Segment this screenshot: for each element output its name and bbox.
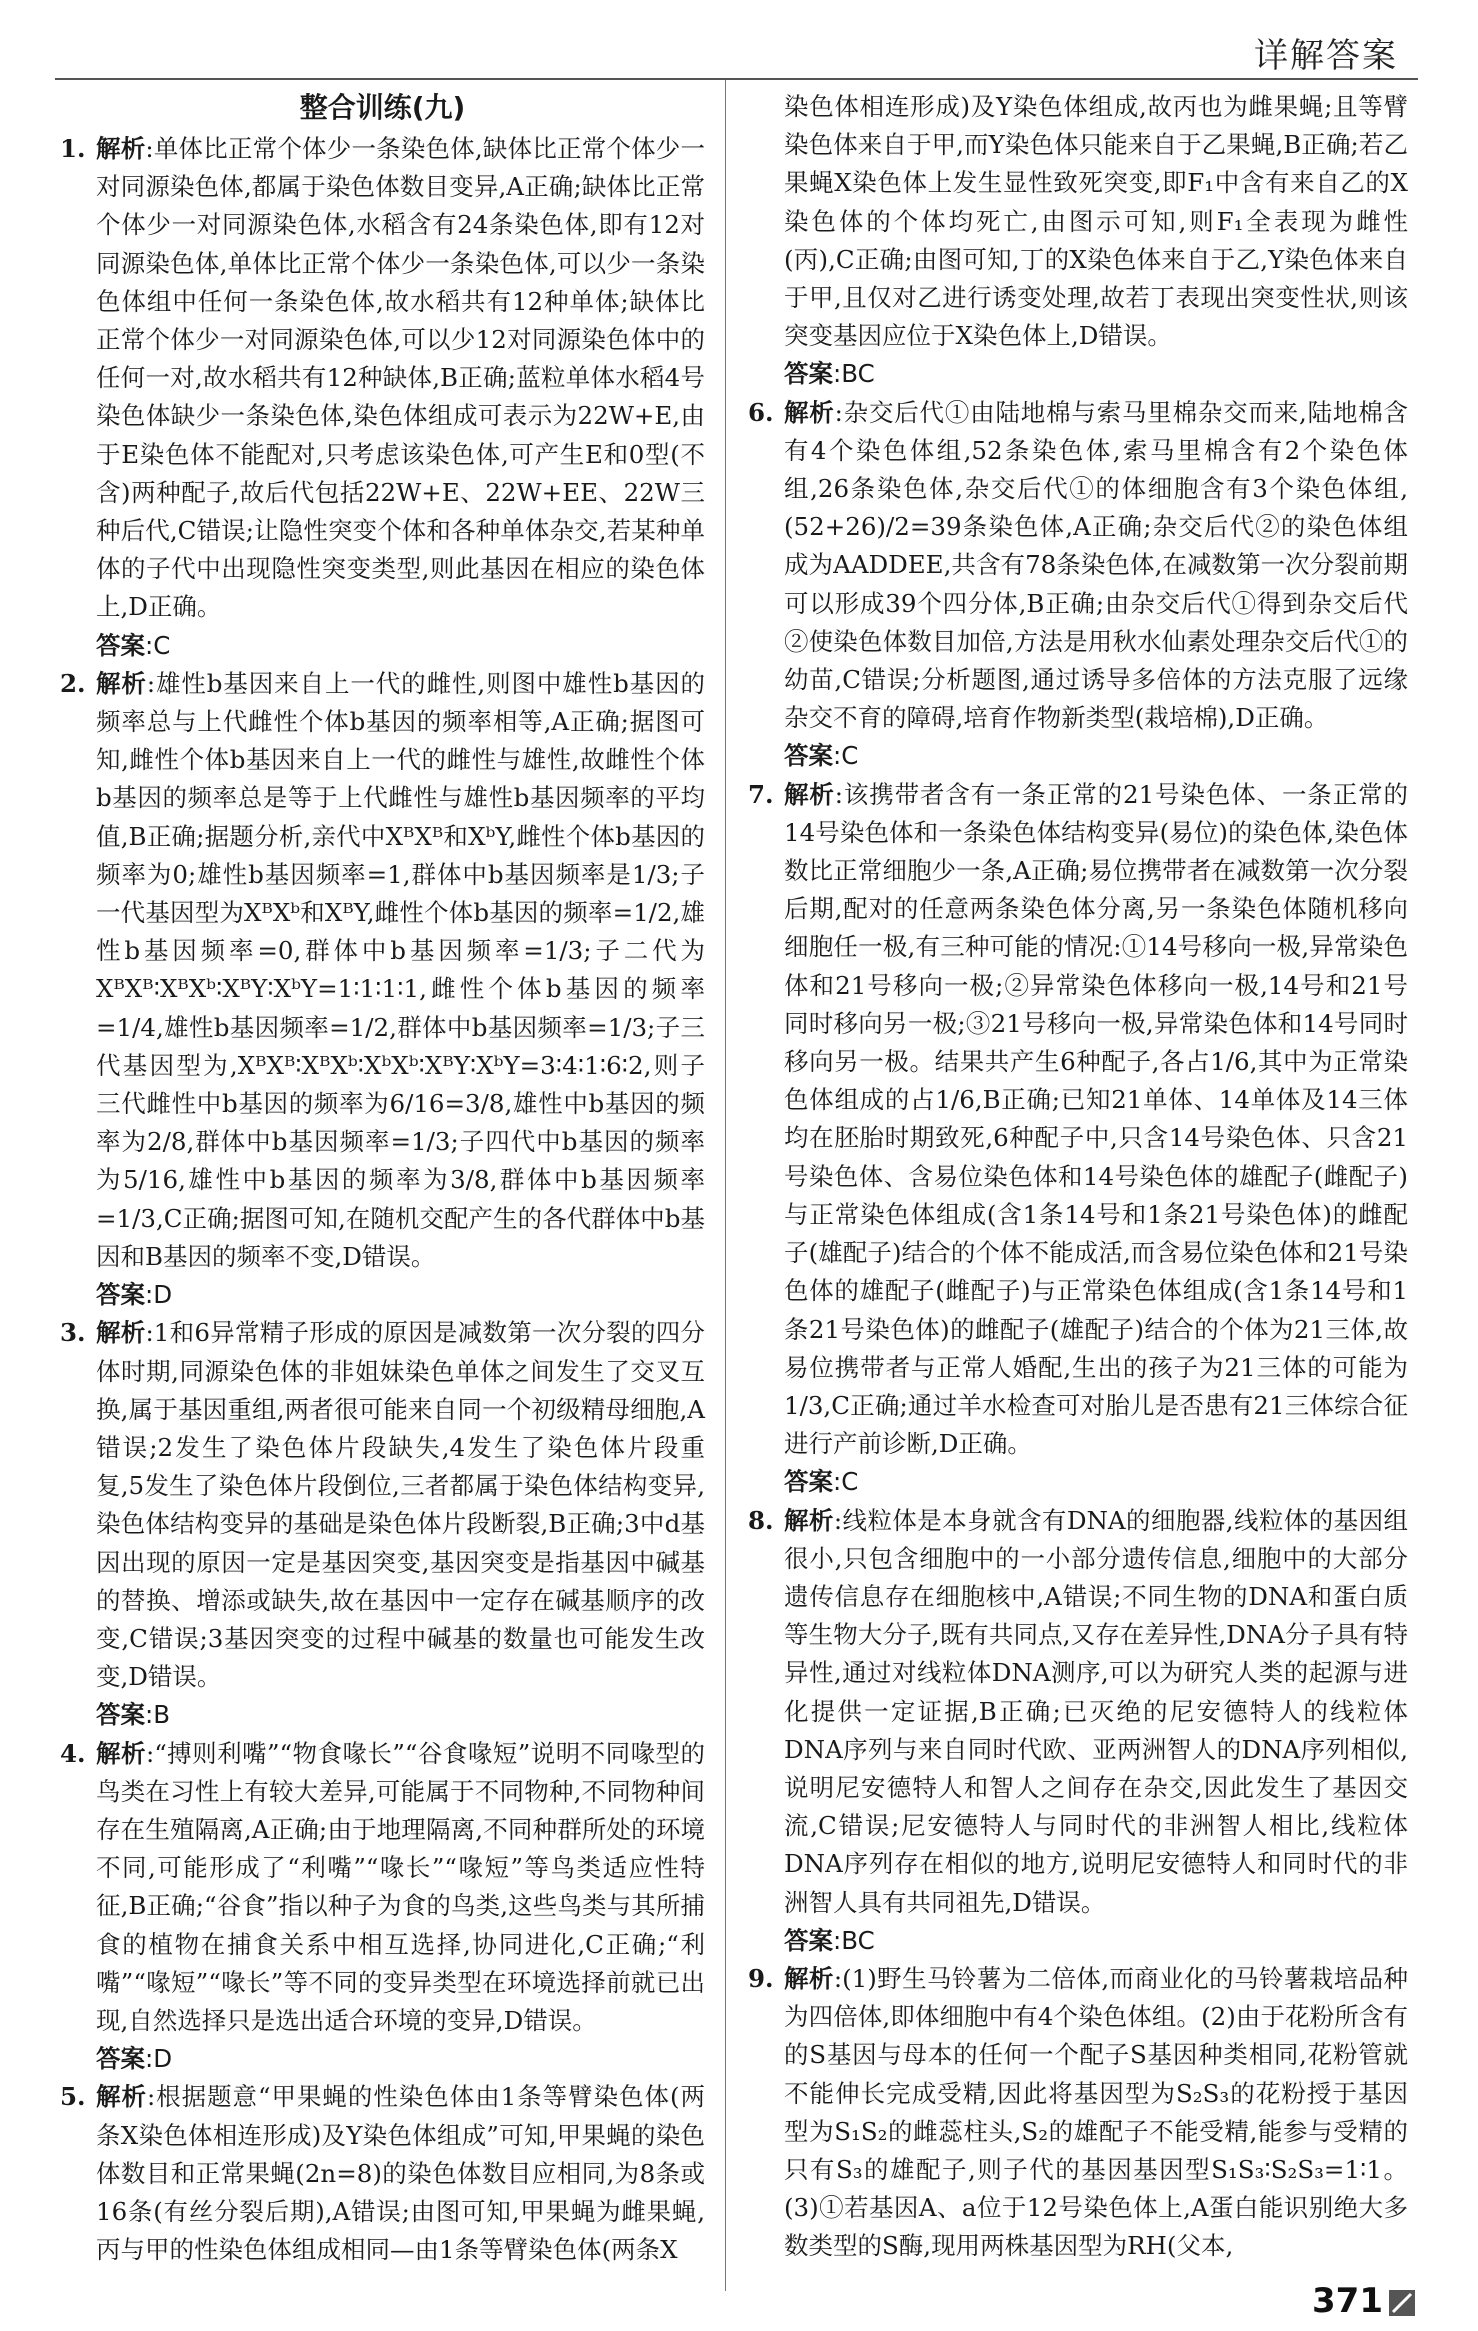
answer-value: :C [145, 630, 171, 660]
answer-label: 答案 [784, 359, 833, 389]
question-8 [748, 1502, 1408, 1922]
question-9 [748, 1960, 1408, 2266]
analysis-text: :根据题意“甲果蝇的性染色体由1条等臂染色体(两条X染色体相连形成)及Y染色体组成”可知,甲果蝇的染色体数目和正常果蝇(2n=8)的染色体数目应相同,为8条或16条(有丝分裂后期),A错误;由图可知,甲果蝇为雌果蝇,丙与甲的性染色体组成相同—由1条等臂染色体(两条X [96, 2082, 705, 2265]
answer-3 [60, 1696, 705, 1734]
answer-label: 答案 [784, 741, 833, 771]
analysis-label: 解析 [96, 134, 146, 163]
answer-label: 答案 [96, 1700, 145, 1730]
analysis-label: 解析 [96, 2082, 147, 2112]
analysis-text: :该携带者含有一条正常的21号染色体、一条正常的14号染色体和一条染色体结构变异(易位)的染色体,染色体数比正常细胞少一条,A正确;易位携带者在减数第一次分裂后期,配对的任意两条染色体分离,另一条染色体随机移向细胞任一极,有三种可能的情况:①14号移向一极,异常染色体和21号移向一极;②异常染色体移向一极,14号和21号同时移向另一极;③21号移向一极,异常染色体和14号同时移向另一极。结果共产生6种配子,各占1/6,其中为正常染色体组成的占1/6,B正确;已知21单体、14单体及14三体均在胚胎时期致死,6种配子中,只含14号染色体、只含21号染色体、含易位染色体和14号染色体的雄配子(雌配子)与正常染色体组成(含1条14号和1条21号染色体)的雌配子(雄配子)结合的个体不能成活,而含易位染色体和21号染色体的雄配子(雌配子)与正常染色体组成(含1条14号和1条21号染色体)的雌配子(雄配子)结合的个体为21三体,故易位携带者与正常人婚配,生出的孩子为21三体的可能为1/3,C正确;通过羊水检查可对胎儿是否患有21三体综合征进行产前诊断,D正确。 [784, 779, 1409, 1459]
page-corner-mark-icon [1388, 2289, 1416, 2317]
question-6 [748, 394, 1408, 738]
analysis-label: 解析 [96, 1738, 146, 1768]
analysis-label: 解析 [96, 1318, 146, 1348]
header-rule [55, 78, 1418, 80]
answer-value: :D [145, 2044, 173, 2074]
question-3 [60, 1314, 705, 1696]
question-number: 7. [748, 779, 774, 809]
answer-8 [748, 1922, 1408, 1960]
analysis-label: 解析 [784, 1505, 834, 1535]
analysis-text: :“搏则利嘴”“物食喙长”“谷食喙短”说明不同喙型的鸟类在习性上有较大差异,可能属于不同物种,不同物种间存在生殖隔离,A正确;由于地理隔离,不同种群所处的环境不同,可能形成了“利嘴”“喙长”“喙短”等鸟类适应性特征,B正确;“谷食”指以种子为食的鸟类,这些鸟类与其所捕食的植物在捕食关系中相互选择,协同进化,C正确;“利嘴”“喙短”“喙长”等不同的变异类型在环境选择前就已出现,自然选择只是选出适合环境的变异,D错误。 [96, 1738, 706, 2035]
analysis-text: :线粒体是本身就含有DNA的细胞器,线粒体的基因组很小,只包含细胞中的一小部分遗传信息,细胞中的大部分遗传信息存在细胞核中,A错误;不同生物的DNA和蛋白质等生物大分子,既有共同点,又存在差异性,DNA分子具有特异性,通过对线粒体DNA测序,可以为研究人类的起源与进化提供一定证据,B正确;已灭绝的尼安德特人的线粒体DNA序列与来自同时代欧、亚两洲智人的DNA序列相似,说明尼安德特人和智人之间存在杂交,因此发生了基因交流,C错误;尼安德特人与同时代的非洲智人相比,线粒体DNA序列存在相似的地方,说明尼安德特人和同时代的非洲智人具有共同祖先,D错误。 [784, 1505, 1408, 1917]
answer-2 [60, 1276, 705, 1314]
question-7 [748, 776, 1408, 1464]
answer-value: :C [833, 741, 859, 771]
question-number: 3. [60, 1318, 86, 1348]
analysis-text: :(1)野生马铃薯为二倍体,而商业化的马铃薯栽培品种为四倍体,即体细胞中有4个染色体组。(2)由于花粉所含有的S基因与母本的任何一个配子S基因种类相同,花粉管就不能伸长完成受精,因此将基因型为S₂S₃的花粉授于基因型为S₁S₂的雌蕊柱头,S₂的雄配子不能受精,能参与受精的只有S₃的雄配子,则子代的基因基因型S₁S₃∶S₂S₃=1∶1。(3)①若基因A、a位于12号染色体上,A蛋白能识别绝大多数类型的S酶,现用两株基因型为RH(父本, [784, 1963, 1408, 2261]
section-title: 整合训练(九) [299, 91, 466, 124]
page-number: 371 [1312, 2281, 1383, 2321]
question-number: 2. [60, 668, 86, 698]
answer-5 [748, 355, 1408, 393]
question-5-continued [748, 88, 1408, 355]
answer-label: 答案 [784, 1925, 833, 1955]
question-1 [60, 130, 705, 627]
answer-1 [60, 627, 705, 665]
question-number: 1. [60, 134, 86, 163]
analysis-text: :单体比正常个体少一条染色体,缺体比正常个体少一对同源染色体,都属于染色体数目变异,A正确;缺体比正常个体少一对同源染色体,水稻含有24条染色体,即有12对同源染色体,单体比正常个体少一条染色体,可以少一条染色体组中任何一条染色体,故水稻共有12种单体;缺体比正常个体少一对同源染色体,可以少12对同源染色体中的任何一对,故水稻共有12种缺体,B正确;蓝粒单体水稻4号染色体缺少一条染色体,染色体组成可表示为22W+E,由于E染色体不能配对,只考虑该染色体,可产生E和0型(不含)两种配子,故后代包括22W+E、22W+EE、22W三种后代,C错误;让隐性突变个体和各种单体杂交,若某种单体的子代中出现隐性突变类型,则此基因在相应的染色体上,D正确。 [96, 134, 706, 622]
answer-label: 答案 [96, 1280, 145, 1310]
analysis-label: 解析 [784, 779, 835, 809]
page-header-title: 详解答案 [1254, 36, 1398, 76]
answer-value: :B [145, 1700, 171, 1730]
analysis-label: 解析 [784, 1963, 834, 1993]
answer-label: 答案 [784, 1467, 833, 1497]
answer-label: 答案 [96, 630, 145, 660]
answer-value: :BC [833, 1925, 875, 1955]
analysis-text: :杂交后代①由陆地棉与索马里棉杂交而来,陆地棉含有4个染色体组,52条染色体,索马里棉含有2个染色体组,26条染色体,杂交后代①的体细胞含有3个染色体组,(52+26)/2=39条染色体,A正确;杂交后代②的染色体组成为AADDEE,共含有78条染色体,在减数第一次分裂前期可以形成39个四分体,B正确;由杂交后代①得到杂交后代②使染色体数目加倍,方法是用秋水仙素处理杂交后代①的幼苗,C错误;分析题图,通过诱导多倍体的方法克服了远缘杂交不育的障碍,培育作物新类型(栽培棉),D正确。 [784, 397, 1409, 733]
answer-label: 答案 [96, 2044, 145, 2074]
answer-value: :C [833, 1467, 859, 1497]
left-column [60, 88, 705, 2269]
question-4 [60, 1735, 705, 2041]
question-number: 5. [60, 2082, 86, 2112]
right-column [748, 88, 1408, 2266]
analysis-label: 解析 [96, 668, 147, 698]
question-2 [60, 665, 705, 1276]
question-number: 8. [748, 1505, 774, 1535]
question-number: 6. [748, 397, 774, 427]
answer-7 [748, 1463, 1408, 1501]
answer-value: :BC [833, 359, 875, 389]
question-5 [60, 2078, 705, 2269]
analysis-text: :1和6异常精子形成的原因是减数第一次分裂的四分体时期,同源染色体的非姐妹染色单体之间发生了交叉互换,属于基因重组,两者很可能来自同一个初级精母细胞,A错误;2发生了染色体片段缺失,4发生了染色体片段重复,5发生了染色体片段倒位,三者都属于染色体结构变异,染色体结构变异的基础是染色体片段断裂,B正确;3中d基因出现的原因一定是基因突变,基因突变是指基因中碱基的替换、增添或缺失,故在基因中一定存在碱基顺序的改变,C错误;3基因突变的过程中碱基的数量也可能发生改变,D错误。 [96, 1318, 706, 1692]
analysis-label: 解析 [784, 397, 835, 427]
question-number: 9. [748, 1963, 774, 1993]
question-number: 4. [60, 1738, 86, 1768]
answer-4 [60, 2040, 705, 2078]
analysis-text-continued: 染色体相连形成)及Y染色体组成,故丙也为雌果蝇;且等臂染色体来自于甲,而Y染色体只能来自于乙果蝇,B正确;若乙果蝇X染色体上发生显性致死突变,即F₁中含有来自乙的X染色体的个体均死亡,由图示可知,则F₁全表现为雌性(丙),C正确;由图可知,丁的X染色体来自于乙,Y染色体来自于甲,且仅对乙进行诱变处理,故若丁表现出突变性状,则该突变基因应位于X染色体上,D错误。 [784, 92, 1408, 351]
column-divider [725, 80, 726, 2291]
answer-value: :D [145, 1280, 173, 1310]
answer-6 [748, 737, 1408, 775]
analysis-text: :雄性b基因来自上一代的雌性,则图中雄性b基因的频率总与上代雌性个体b基因的频率相等,A正确;据图可知,雌性个体b基因来自上一代的雌性与雄性,故雌性个体b基因的频率总是等于上代雌性与雄性b基因频率的平均值,B正确;据题分析,亲代中XᴮXᴮ和XᵇY,雌性个体b基因的频率为0;雄性b基因频率=1,群体中b基因频率是1/3;子一代基因型为XᴮXᵇ和XᴮY,雌性个体b基因的频率=1/2,雄性b基因频率=0,群体中b基因频率=1/3;子二代为XᴮXᴮ∶XᴮXᵇ∶XᴮY∶XᵇY=1∶1∶1∶1,雌性个体b基因的频率=1/4,雄性b基因频率=1/2,群体中b基因频率=1/3;子三代基因型为,XᴮXᴮ∶XᴮXᵇ∶XᵇXᵇ∶XᴮY∶XᵇY=3∶4∶1∶6∶2,则子三代雌性中b基因的频率为6/16=3/8,雄性中b基因的频率为2/8,群体中b基因频率=1/3;子四代中b基因的频率为5/16,雄性中b基因的频率为3/8,群体中b基因频率=1/3,C正确;据图可知,在随机交配产生的各代群体中b基因和B基因的频率不变,D错误。 [96, 668, 705, 1271]
